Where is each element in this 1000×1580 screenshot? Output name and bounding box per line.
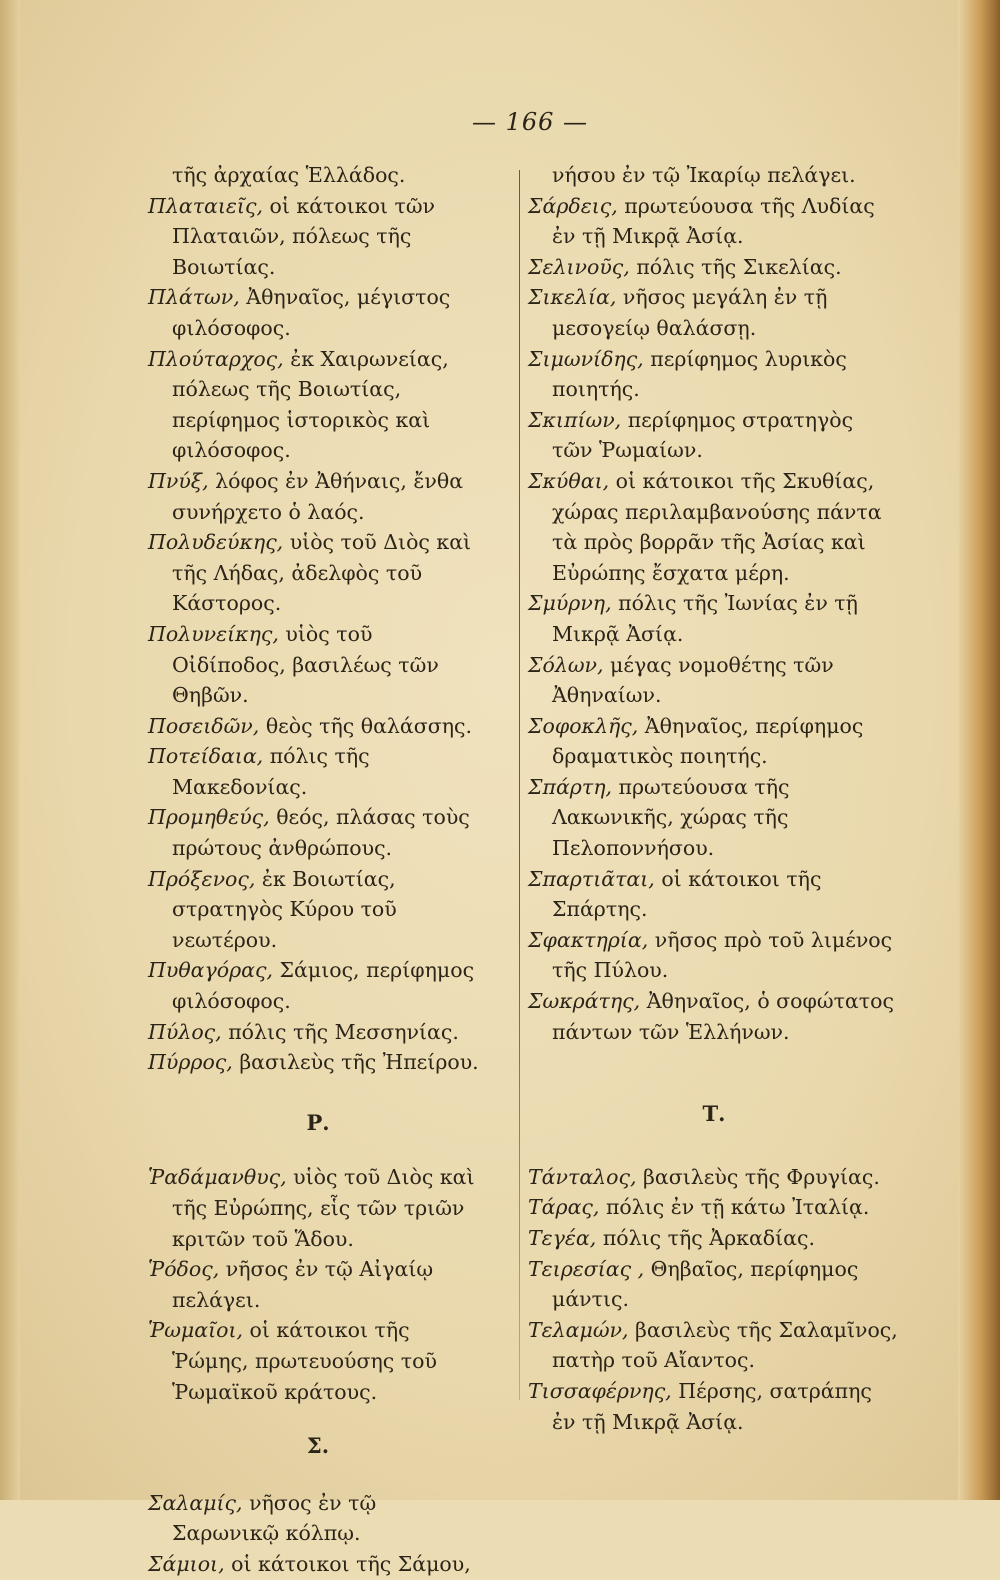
- glossary-entry: [148, 711, 488, 742]
- glossary-entry: [148, 527, 488, 619]
- entry-text: βασιλεὺς τῆς Φρυγίας.: [636, 1164, 880, 1189]
- entry-headword: Σκιπίων,: [528, 407, 622, 432]
- entry-text: μέγας νομοθέτης τῶν Ἀθηναίων.: [552, 652, 834, 708]
- entry-headword: Ποτείδαια,: [148, 744, 264, 769]
- page-left-edge: [0, 0, 20, 1500]
- right-entries-sigma: [528, 160, 900, 1047]
- entry-text: λόφος ἐν Ἀθήναις, ἔνθα συνήρχετο ὁ λαός.: [172, 468, 464, 524]
- glossary-entry: [528, 405, 900, 466]
- entry-text: βασιλεὺς τῆς Ἠπείρου.: [232, 1050, 479, 1075]
- entry-headword: Σελινοῦς,: [528, 254, 630, 279]
- entry-text: Ἀθηναῖος, ὁ σοφώτατος πάντων τῶν Ἑλλήνων.: [552, 989, 894, 1044]
- glossary-entry: [528, 1254, 900, 1315]
- entry-text: ἐκ Βοιωτίας, στρατηγὸς Κύρου τοῦ νεωτέρου.: [172, 866, 397, 952]
- entry-headword: Σοφοκλῆς,: [528, 713, 639, 738]
- left-column: [148, 160, 488, 1580]
- glossary-entry: [528, 1315, 900, 1376]
- entry-text: Θηβαῖος, περίφημος μάντις.: [552, 1256, 859, 1312]
- entry-headword: Σιμωνίδης,: [528, 346, 644, 371]
- entry-text: πόλις τῆς Μακεδονίας.: [172, 744, 370, 799]
- glossary-entry: [528, 1376, 900, 1437]
- entry-headword: Ῥωμαῖοι,: [148, 1318, 244, 1343]
- entry-text: πόλις τῆς Ἰωνίας ἐν τῇ Μικρᾷ Ἀσίᾳ.: [552, 591, 858, 646]
- glossary-entry: [148, 191, 488, 283]
- entry-headword: Σπαρτιᾶται,: [528, 866, 655, 891]
- entry-text: Ἀθηναῖος, μέγιστος φιλόσοφος.: [172, 285, 451, 340]
- entry-headword: Πύρρος,: [148, 1050, 233, 1075]
- glossary-entry: [148, 802, 488, 863]
- entry-text: νῆσος μεγάλη ἐν τῇ μεσογείῳ θαλάσσῃ.: [552, 285, 828, 340]
- entry-headword: Τειρεσίας ,: [528, 1256, 645, 1281]
- entry-text: πόλις τῆς Σικελίας.: [629, 254, 842, 279]
- entry-text: οἱ κάτοικοι τῆς Ῥώμης, πρωτευούσης τοῦ Ῥωμαϊκοῦ κράτους.: [172, 1318, 437, 1404]
- right-entries-tau: [528, 1162, 900, 1437]
- entry-headword: Σμύρνη,: [528, 591, 612, 616]
- entry-text: Ἀθηναῖος, περίφημος δραματικὸς ποιητής.: [552, 713, 864, 769]
- glossary-entry: [148, 1488, 488, 1549]
- entry-headword: Τάρας,: [528, 1195, 600, 1220]
- entry-text: οἱ κάτοικοι τῶν Πλαταιῶν, πόλεως τῆς Βοιωτίας.: [172, 193, 436, 279]
- entry-headword: Σπάρτη,: [528, 774, 613, 799]
- entry-text: νῆσος ἐν τῷ Σαρωνικῷ κόλπῳ.: [172, 1490, 377, 1546]
- glossary-entry: [148, 1549, 488, 1580]
- glossary-entry: [148, 955, 488, 1016]
- glossary-entry: [528, 466, 900, 588]
- glossary-entry: [148, 282, 488, 343]
- page-number: — 166 —: [471, 108, 589, 136]
- entry-headword: Τάνταλος,: [528, 1164, 637, 1189]
- entry-text: πρωτεύουσα τῆς Λακωνικῆς, χώρας τῆς Πελοποννήσου.: [552, 774, 790, 861]
- glossary-entry: [148, 1254, 488, 1315]
- glossary-entry: [528, 1223, 900, 1254]
- entry-headword: Πλάτων,: [148, 285, 240, 310]
- glossary-entry: [528, 650, 900, 711]
- entry-text: νήσου ἐν τῷ Ἰκαρίῳ πελάγει.: [552, 163, 856, 187]
- entry-headword: Τεγέα,: [528, 1226, 597, 1250]
- entry-headword: Σφακτηρία,: [528, 927, 649, 952]
- entry-headword: Ῥαδάμανθυς,: [148, 1165, 287, 1190]
- entry-headword: Σικελία,: [528, 285, 617, 310]
- glossary-entry: [528, 986, 900, 1047]
- entry-headword: Τελαμών,: [528, 1317, 629, 1342]
- left-entries-rho: [148, 1162, 488, 1407]
- entry-headword: Σκύθαι,: [528, 468, 610, 493]
- left-entries-sigma: [148, 1488, 488, 1580]
- entry-text: Πέρσης, σατράπης ἐν τῇ Μικρᾷ Ἀσίᾳ.: [552, 1378, 872, 1434]
- entry-headword: Σάρδεις,: [528, 193, 618, 218]
- glossary-entry: [528, 772, 900, 864]
- entry-text: βασιλεὺς τῆς Σαλαμῖνος, πατὴρ τοῦ Αἴαντος.: [552, 1317, 898, 1373]
- glossary-entry: [528, 925, 900, 986]
- glossary-entry: [528, 1192, 900, 1223]
- entry-text: υἱὸς τοῦ Διὸς καὶ τῆς Λήδας, ἀδελφὸς τοῦ Κάστορος.: [172, 530, 472, 616]
- entry-text: θεός, πλάσας τοὺς πρώτους ἀνθρώπους.: [172, 805, 470, 861]
- entry-headword: Ποσειδῶν,: [148, 713, 260, 738]
- glossary-entry: [148, 466, 488, 527]
- entry-text: πόλις ἐν τῇ κάτω Ἰταλίᾳ.: [599, 1195, 870, 1220]
- entry-headword: Πλαταιεῖς,: [148, 193, 263, 218]
- entry-text: νῆσος ἐν τῷ Αἰγαίῳ πελάγει.: [172, 1257, 434, 1312]
- glossary-entry: [148, 1017, 488, 1048]
- entry-headword: Πολυδεύκης,: [148, 530, 284, 555]
- entry-text: υἱὸς τοῦ Οἰδίποδος, βασιλέως τῶν Θηβῶν.: [172, 621, 439, 708]
- entry-headword: Σόλων,: [528, 652, 604, 677]
- entry-headword: Πνύξ,: [148, 468, 209, 493]
- glossary-entry: [528, 191, 900, 252]
- entry-text: πόλις τῆς Ἀρκαδίας.: [596, 1226, 816, 1250]
- glossary-entry: [528, 588, 900, 649]
- entry-headword: Τισσαφέρνης,: [528, 1378, 672, 1403]
- entry-text: νῆσος πρὸ τοῦ λιμένος τῆς Πύλου.: [552, 927, 893, 983]
- glossary-entry: [148, 1162, 488, 1254]
- entry-headword: Σαλαμίς,: [148, 1490, 243, 1515]
- glossary-entry: [528, 160, 900, 191]
- entry-headword: Πυθαγόρας,: [148, 958, 274, 983]
- column-divider: [519, 170, 520, 1400]
- glossary-entry: [528, 282, 900, 343]
- entry-text: θεὸς τῆς θαλάσσης.: [259, 713, 473, 738]
- glossary-entry: [528, 1162, 900, 1193]
- glossary-entry: [148, 160, 488, 191]
- entry-headword: Προμηθεύς,: [148, 805, 270, 830]
- page-right-edge: [958, 0, 1000, 1500]
- glossary-entry: [148, 344, 488, 466]
- entry-text: περίφημος στρατηγὸς τῶν Ῥωμαίων.: [552, 407, 854, 463]
- glossary-entry: [528, 252, 900, 283]
- entry-headword: Πρόξενος,: [148, 866, 256, 891]
- entry-headword: Σάμιοι,: [148, 1551, 225, 1576]
- entry-headword: Πύλος,: [148, 1019, 222, 1044]
- section-letter-tau: Τ.: [702, 1101, 726, 1127]
- entry-text: Σάμιος, περίφημος φιλόσοφος.: [172, 958, 475, 1014]
- entry-text: τῆς ἀρχαίας Ἑλλάδος.: [172, 163, 406, 187]
- entry-headword: Ῥόδος,: [148, 1257, 220, 1282]
- entry-text: περίφημος λυρικὸς ποιητής.: [552, 346, 847, 402]
- glossary-entry: [148, 864, 488, 956]
- glossary-entry: [528, 711, 900, 772]
- glossary-entry: [148, 741, 488, 802]
- entry-text: υἱὸς τοῦ Διὸς καὶ τῆς Εὐρώπης, εἷς τῶν τριῶν κριτῶν τοῦ Ἅδου.: [172, 1165, 475, 1251]
- glossary-entry: [148, 1047, 488, 1078]
- left-entries-pi: [148, 160, 488, 1078]
- right-column: [528, 160, 900, 1437]
- glossary-entry: [148, 1315, 488, 1407]
- entry-text: οἱ κάτοικοι τῆς Σπάρτης.: [552, 866, 822, 922]
- entry-text: ἐκ Χαιρωνείας, πόλεως τῆς Βοιωτίας, περίφημος ἱστορικὸς καὶ φιλόσοφος.: [172, 346, 449, 463]
- glossary-entry: [528, 344, 900, 405]
- entry-text: οἱ κάτοικοι τῆς Σάμου,: [224, 1551, 471, 1576]
- section-letter-rho: Ρ.: [306, 1109, 330, 1135]
- entry-text: πόλις τῆς Μεσσηνίας.: [221, 1019, 459, 1044]
- entry-headword: Σωκράτης,: [528, 989, 641, 1014]
- entry-text: οἱ κάτοικοι τῆς Σκυθίας, χώρας περιλαμβανούσης πάντα τὰ πρὸς βορρᾶν τῆς Ἀσίας καὶ Εὐρώπης ἔσχατα μέρη.: [552, 468, 882, 585]
- entry-headword: Πολυνείκης,: [148, 621, 279, 646]
- section-letter-sigma: Σ.: [306, 1433, 330, 1459]
- glossary-entry: [148, 619, 488, 711]
- entry-text: πρωτεύουσα τῆς Λυδίας ἐν τῇ Μικρᾷ Ἀσίᾳ.: [552, 193, 875, 249]
- glossary-entry: [528, 864, 900, 925]
- entry-headword: Πλούταρχος,: [148, 346, 284, 371]
